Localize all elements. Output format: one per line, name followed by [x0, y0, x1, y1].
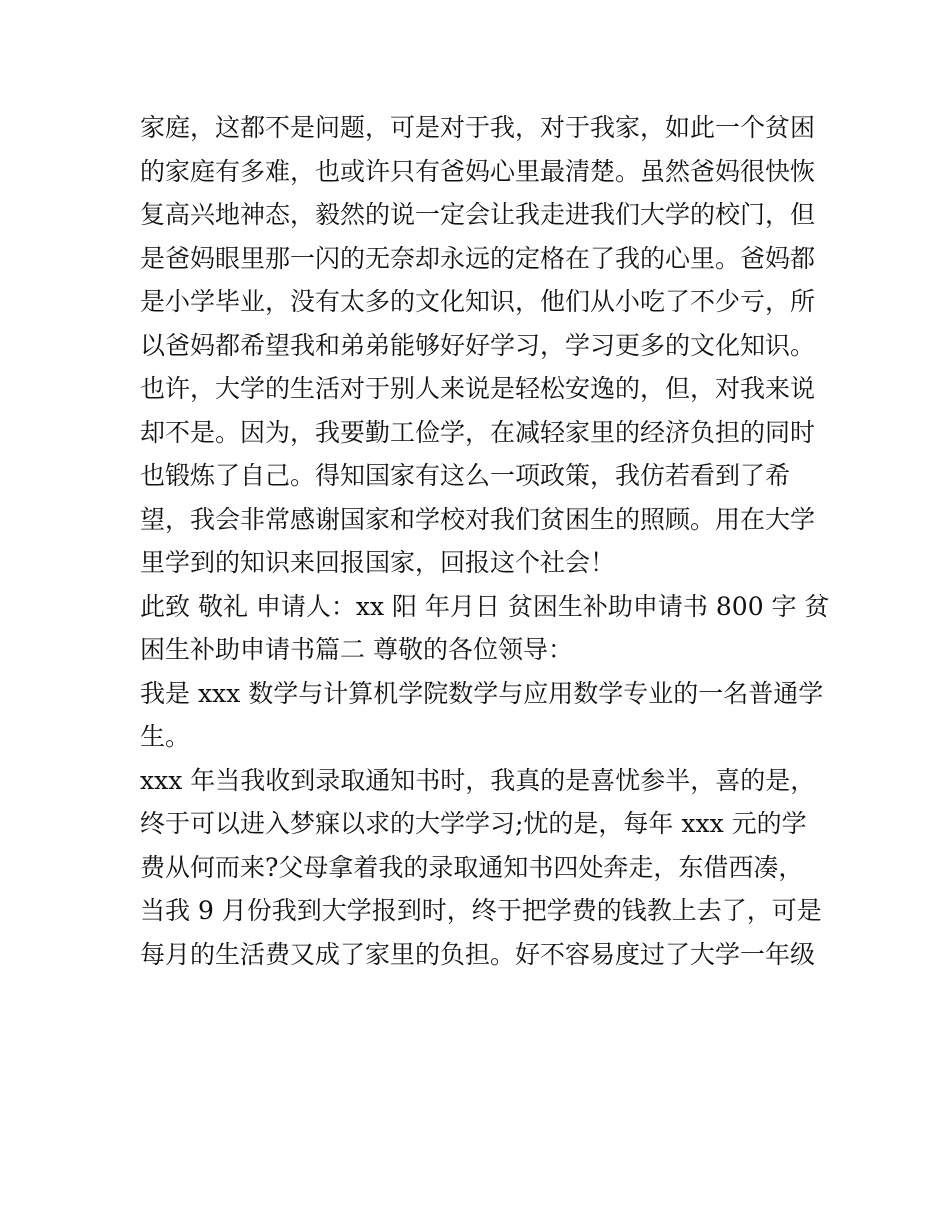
text-line: 费从何而来?父母拿着我的录取通知书四处奔走，东借西凑， — [140, 852, 804, 882]
text-line: 终于可以进入梦寐以求的大学学习;忧的是，每年 xxx 元的学 — [140, 809, 807, 838]
text-line: 是小学毕业，没有太多的文化知识，他们从小吃了不少亏，所 — [140, 287, 816, 316]
text-line: 也许，大学的生活对于别人来说是轻松安逸的，但，对我来说 — [140, 374, 816, 403]
text-line: 却不是。因为，我要勤工俭学，在减轻家里的经济负担的同时 — [140, 417, 816, 447]
text-line: 以爸妈都希望我和弟弟能够好好学习，学习更多的文化知识。 — [140, 330, 816, 360]
text-line: 是爸妈眼里那一闪的无奈却永远的定格在了我的心里。爸妈都 — [140, 243, 816, 273]
text-line: 我是 xxx 数学与计算机学院数学与应用数学专业的一名普通学 — [140, 678, 824, 708]
text-line: 家庭，这都不是问题，可是对于我，对于我家，如此一个贫困 — [140, 113, 816, 142]
text-line: 此致 敬礼 申请人：xx 阳 年月日 贫困生补助申请书 800 字 贫 — [140, 591, 830, 621]
text-line: 也锻炼了自己。得知国家有这么一项政策，我仿若看到了希 — [140, 461, 791, 490]
text-line: 生。 — [140, 722, 191, 751]
text-line: 的家庭有多难，也或许只有爸妈心里最清楚。虽然爸妈很快恢 — [140, 156, 816, 186]
text-line: 复高兴地神态，毅然的说一定会让我走进我们大学的校门，但 — [140, 200, 816, 229]
text-line: 当我 9 月份我到大学报到时，终于把学费的钱教上去了，可是 — [140, 896, 822, 925]
document-body — [140, 106, 830, 976]
text-line: 每月的生活费又成了家里的负担。好不容易度过了大学一年级 — [140, 939, 816, 969]
text-line: 困生补助申请书篇二 尊敬的各位领导： — [140, 635, 573, 664]
text-line: 望，我会非常感谢国家和学校对我们贫困生的照顾。用在大学 — [140, 504, 816, 534]
text-line: xxx 年当我收到录取通知书时，我真的是喜忧参半，喜的是， — [140, 765, 816, 795]
text-line: 里学到的知识来回报国家，回报这个社会！ — [140, 548, 616, 577]
